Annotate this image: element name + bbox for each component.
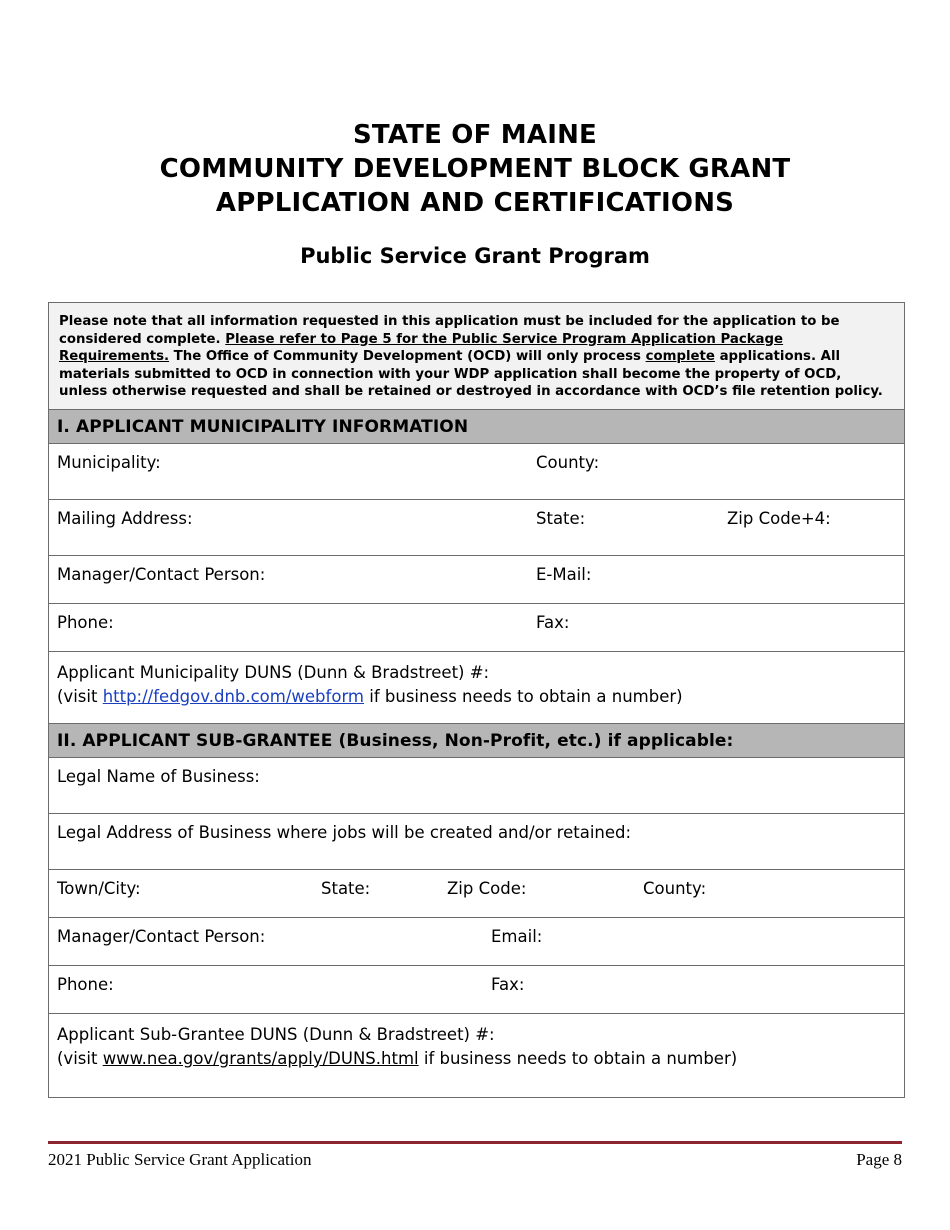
field-label-manager-contact-person: Manager/Contact Person: bbox=[57, 564, 266, 584]
duns-label-municipality: Applicant Municipality DUNS (Dunn & Bradstreet) #: bbox=[57, 662, 490, 682]
note-part-4-underlined: complete bbox=[645, 349, 715, 365]
field-label-state: State: bbox=[536, 508, 586, 528]
legal-address-row bbox=[49, 814, 904, 869]
sub-grantee-duns-row bbox=[49, 1014, 904, 1097]
field-label-email: E-Mail: bbox=[536, 564, 592, 584]
page-footer bbox=[48, 1141, 902, 1170]
field-label-fax-2: Fax: bbox=[491, 974, 525, 994]
page-title-line-3: APPLICATION AND CERTIFICATIONS bbox=[215, 188, 735, 218]
table-row bbox=[49, 651, 905, 723]
field-label-legal-name-of-business: Legal Name of Business: bbox=[57, 766, 260, 786]
title-block bbox=[48, 0, 902, 268]
duns-label-sub-grantee: Applicant Sub-Grantee DUNS (Dunn & Bradstreet) #: bbox=[57, 1024, 495, 1044]
note-part-3: The Office of Community Development (OCD) will only process bbox=[169, 349, 646, 365]
duns-visit-line-municipality bbox=[57, 685, 896, 709]
table-row bbox=[49, 917, 905, 965]
field-label-county: County: bbox=[536, 452, 600, 472]
field-label-email-2: Email: bbox=[491, 926, 543, 946]
table-row bbox=[49, 1013, 905, 1097]
footer-divider bbox=[48, 1141, 902, 1144]
mailing-address-row bbox=[49, 500, 904, 555]
field-label-county-2: County: bbox=[643, 878, 707, 898]
field-label-legal-address-of-business: Legal Address of Business where jobs will be created and/or retained: bbox=[57, 822, 632, 842]
table-row bbox=[49, 443, 905, 499]
duns-visit-prefix: (visit bbox=[57, 686, 103, 706]
field-label-manager-contact-person-2: Manager/Contact Person: bbox=[57, 926, 266, 946]
section-2-heading-row bbox=[49, 723, 905, 757]
municipality-county-row bbox=[49, 444, 904, 499]
municipality-duns-row bbox=[49, 652, 904, 723]
field-label-town-city: Town/City: bbox=[57, 878, 141, 898]
phone-fax-row-2 bbox=[49, 966, 904, 1013]
field-label-fax: Fax: bbox=[536, 612, 570, 632]
field-label-mailing-address: Mailing Address: bbox=[57, 508, 193, 528]
manager-contact-email-row bbox=[49, 556, 904, 603]
field-label-state-2: State: bbox=[321, 878, 371, 898]
note-row bbox=[49, 303, 905, 410]
duns-visit-suffix: if business needs to obtain a number) bbox=[364, 686, 683, 706]
note-part-5: applications. All materials submitted to OCD in connection with your WDP application shall become the property of OCD, unless otherwise requested and shall be retained or destroyed in accordance with OCD’s file retention policy. bbox=[59, 349, 883, 400]
page-title-line-2: COMMUNITY DEVELOPMENT BLOCK GRANT bbox=[159, 154, 791, 184]
manager-contact-email-row-2 bbox=[49, 918, 904, 965]
page-subtitle: Public Service Grant Program bbox=[300, 244, 650, 268]
note-paragraph bbox=[49, 303, 904, 409]
legal-name-row bbox=[49, 758, 904, 813]
duns-visit-line-sub-grantee bbox=[57, 1047, 896, 1071]
table-row bbox=[49, 813, 905, 869]
duns-link-nea[interactable]: www.nea.gov/grants/apply/DUNS.html bbox=[102, 1048, 419, 1068]
section-1-heading: I. APPLICANT MUNICIPALITY INFORMATION bbox=[49, 410, 904, 443]
phone-fax-row bbox=[49, 604, 904, 651]
duns-link-fedgov[interactable]: http://fedgov.dnb.com/webform bbox=[102, 686, 365, 706]
duns-visit-prefix-2: (visit bbox=[57, 1048, 103, 1068]
duns-visit-suffix-2: if business needs to obtain a number) bbox=[418, 1048, 738, 1068]
field-label-municipality: Municipality: bbox=[57, 452, 161, 472]
table-row bbox=[49, 869, 905, 917]
note-part-2-underlined: Please refer to Page 5 for the Public Service Program Application Package Requirements. bbox=[59, 331, 784, 365]
field-label-zip-code: Zip Code: bbox=[447, 878, 527, 898]
table-row bbox=[49, 555, 905, 603]
field-label-zip-code-plus-4: Zip Code+4: bbox=[727, 508, 831, 528]
table-row bbox=[49, 757, 905, 813]
note-part-1: Please note that all information requested in this application must be included for the application to be considered complete. bbox=[59, 314, 840, 347]
application-form-table bbox=[48, 302, 905, 1098]
town-city-row bbox=[49, 870, 904, 917]
table-row bbox=[49, 965, 905, 1013]
table-row bbox=[49, 603, 905, 651]
field-label-phone-2: Phone: bbox=[57, 974, 114, 994]
field-label-phone: Phone: bbox=[57, 612, 114, 632]
footer-left-text: 2021 Public Service Grant Application bbox=[48, 1150, 312, 1169]
table-row bbox=[49, 499, 905, 555]
page-title-line-1: STATE OF MAINE bbox=[353, 120, 597, 150]
section-1-heading-row bbox=[49, 409, 905, 443]
section-2-heading: II. APPLICANT SUB-GRANTEE (Business, Non-Profit, etc.) if applicable: bbox=[49, 724, 904, 757]
footer-page-number: Page 8 bbox=[856, 1150, 902, 1169]
